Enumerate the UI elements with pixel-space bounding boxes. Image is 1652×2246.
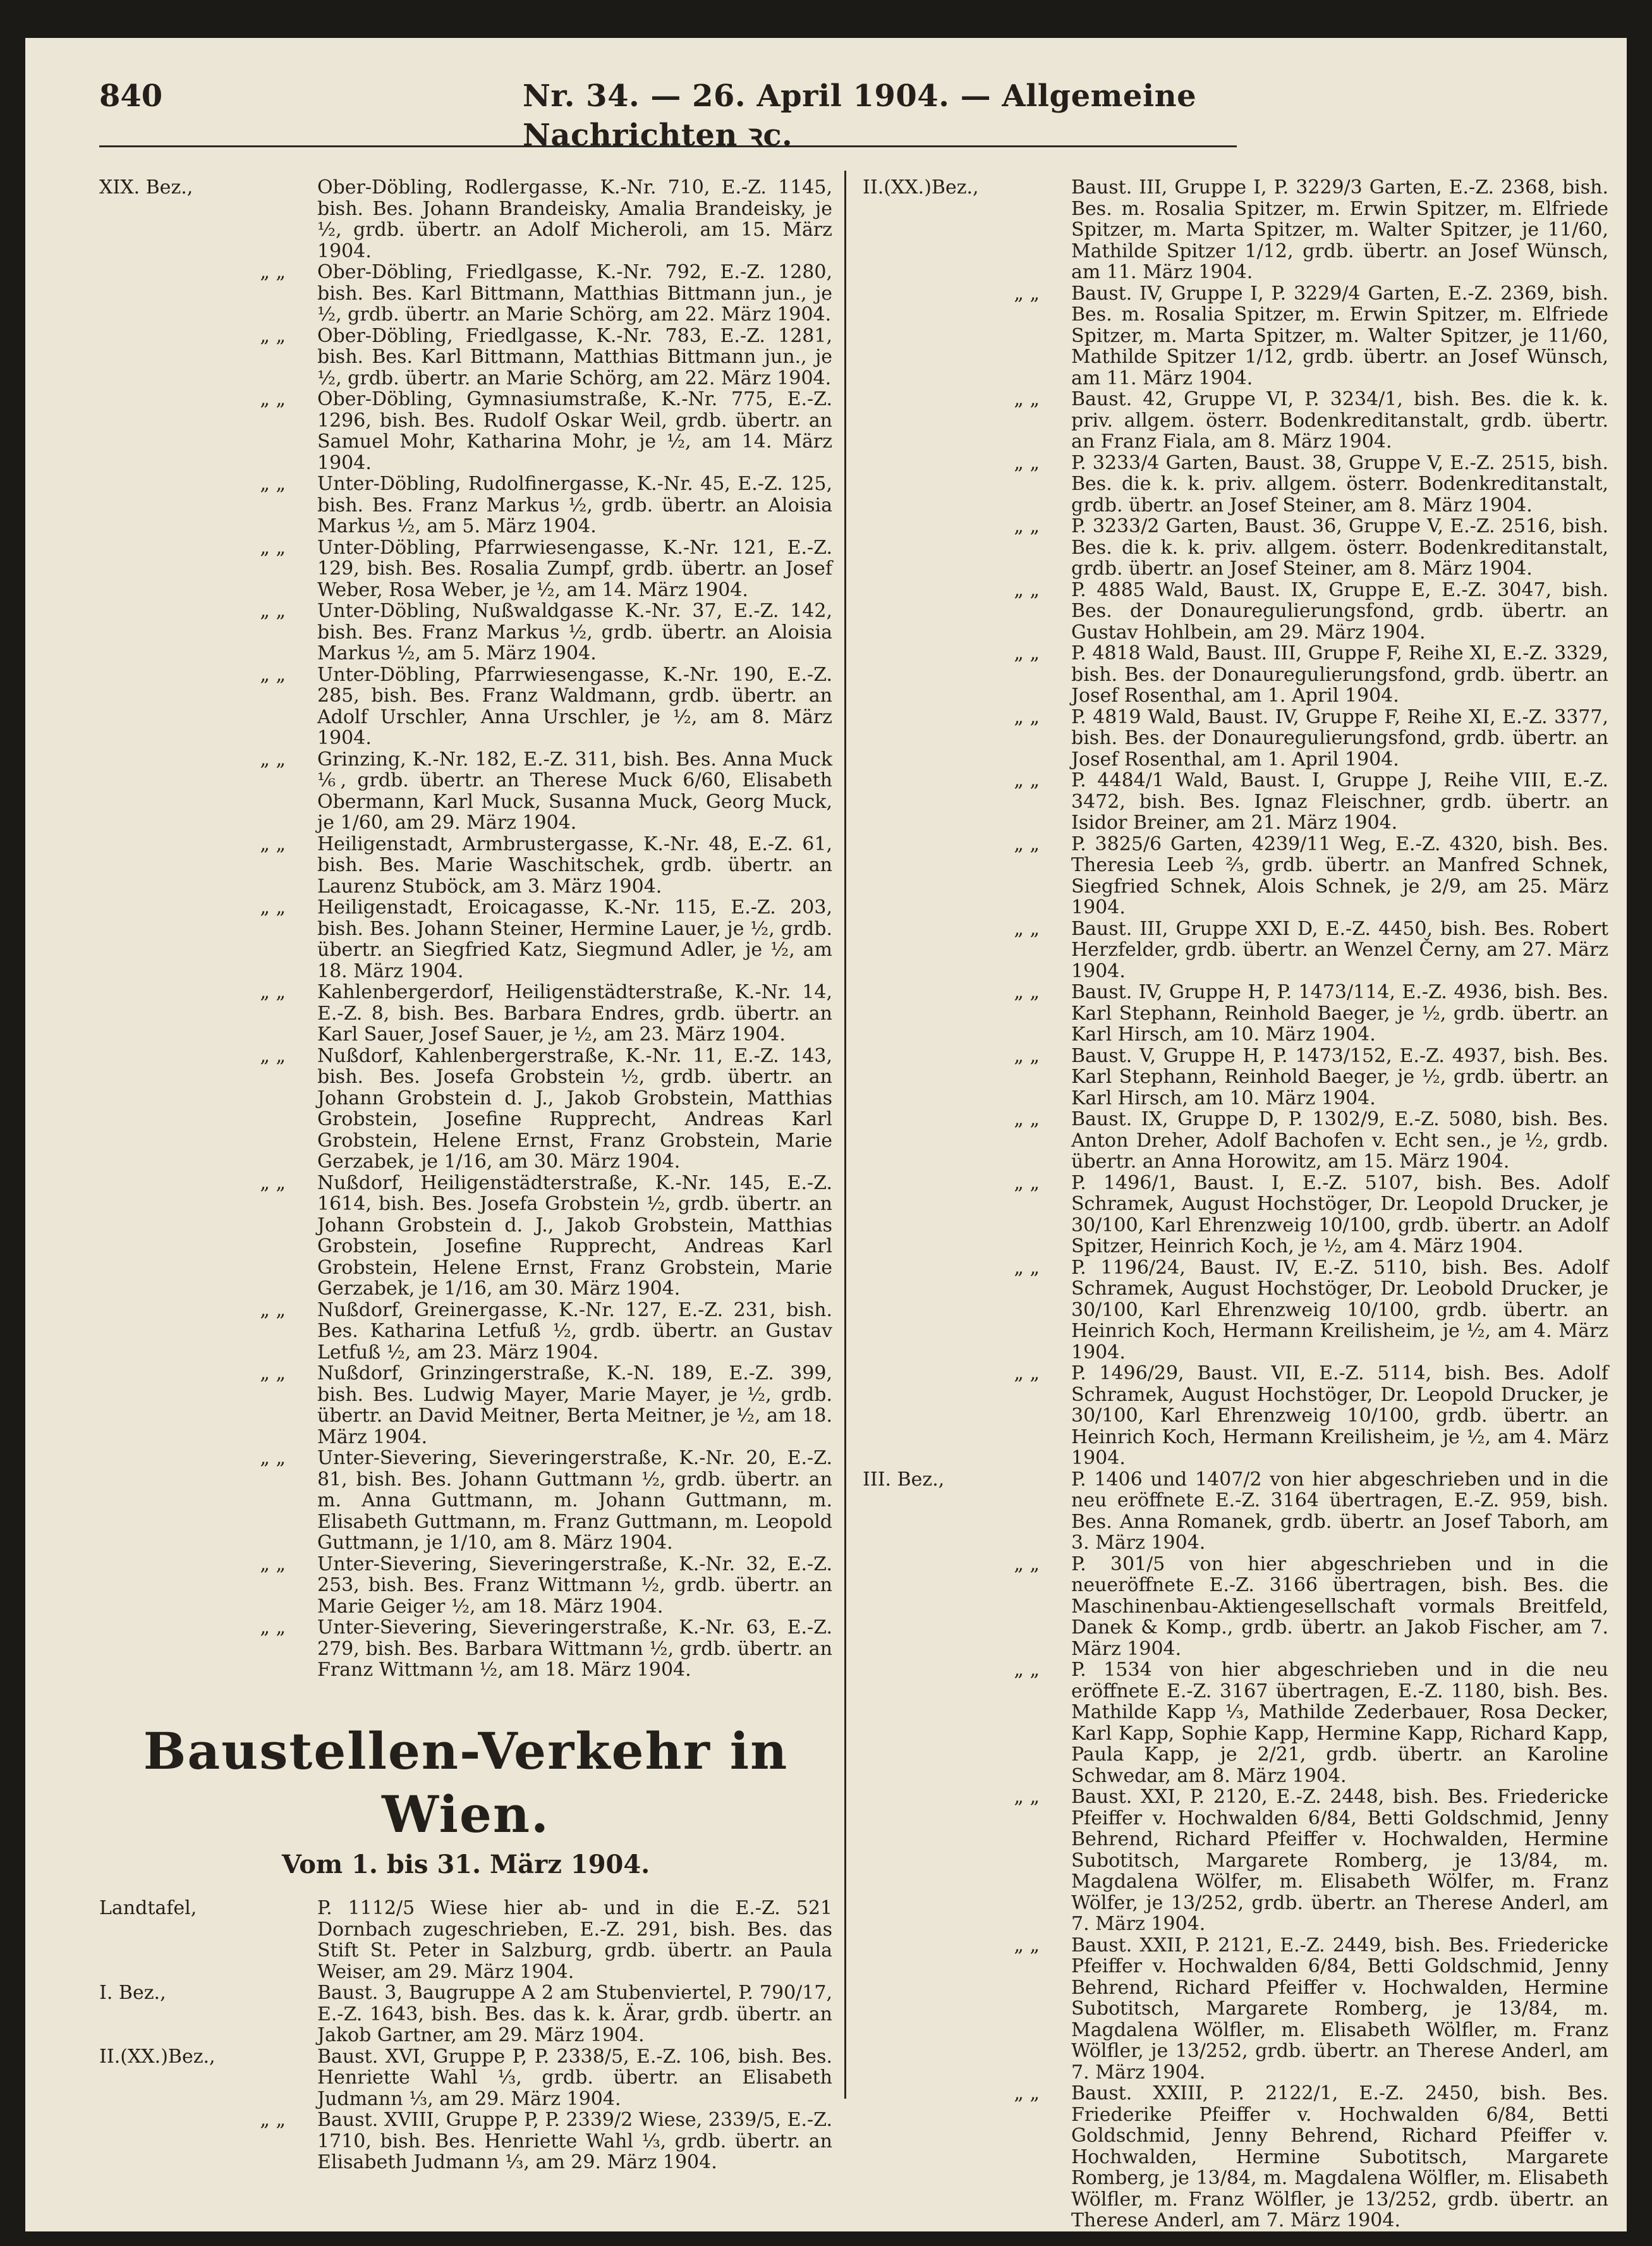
register-entry [863, 283, 1608, 389]
register-entry [863, 982, 1608, 1046]
register-entry [863, 1786, 1608, 1935]
entry-text: Unter-Döbling, Rudolfinergasse, K.-Nr. 45, E.-Z. 125, bish. Bes. Franz Markus ½, grdb. übertr. an Aloisia Markus ½, am 5. März 1904. [317, 473, 832, 537]
district-label: „ „ [1014, 917, 1040, 940]
entry-text: P. 1496/29, Baust. VII, E.-Z. 5114, bish. Bes. Adolf Schramek, August Hochstöger, Dr. Leopold Drucker, je 30/100, Karl Ehrenzweig 10/100, grdb. übertr. an Heinrich Koch, Hermann Kreilisheim, je ½, am 4. März 1904. [1071, 1362, 1608, 1469]
left-column [99, 177, 832, 1681]
entry-text: P. 3233/4 Garten, Baust. 38, Gruppe V, E.-Z. 2515, bish. Bes. die k. k. priv. allgem. österr. Bodenkreditanstalt, grdb. übertr. an Josef Steiner, am 8. März 1904. [1071, 451, 1608, 516]
register-entry [863, 2083, 1608, 2231]
district-label: „ „ [260, 663, 286, 686]
entry-text: P. 4484/1 Wald, Baust. I, Gruppe J, Reihe VIII, E.-Z. 3472, bish. Bes. Ignaz Fleischner, grdb. übertr. an Isidor Breiner, am 21. März 1904. [1071, 769, 1608, 834]
entry-text: Grinzing, K.-Nr. 182, E.-Z. 311, bish. Bes. Anna Muck ⅙, grdb. übertr. an Therese Muck 6/60, Elisabeth Obermann, Karl Muck, Susanna Muck, Georg Muck, je 1/60, am 29. März 1904. [317, 748, 832, 834]
entry-text: P. 3825/6 Garten, 4239/11 Weg, E.-Z. 4320, bish. Bes. Theresia Leeb ⅔, grdb. übertr. an Manfred Schnek, Siegfried Schnek, Alois Schnek, je 2/9, am 25. März 1904. [1071, 833, 1608, 919]
register-entry [99, 177, 832, 262]
header-rule [99, 145, 1237, 147]
entry-text: P. 1534 von hier abgeschrieben und in die neu eröffnete E.-Z. 3167 übertragen, E.-Z. 1180, bish. Bes. Mathilde Kapp ⅓, Mathilde Zederbauer, Rosa Decker, Karl Kapp, Sophie Kapp, Hermine Kapp, Richard Kapp, Paula Kapp, je 2/21, grdb. übertr. an Karoline Schwedar, am 8. März 1904. [1071, 1659, 1608, 1787]
entry-text: Baust. IV, Gruppe H, P. 1473/114, E.-Z. 4936, bish. Bes. Karl Stephann, Reinhold Baeger, je ½, grdb. übertr. an Karl Hirsch, am 10. März 1904. [1071, 981, 1608, 1046]
register-entry [99, 473, 832, 537]
district-label: „ „ [1014, 833, 1040, 855]
register-entry [863, 1935, 1608, 2084]
register-entry [99, 1554, 832, 1618]
district-label: „ „ [1014, 388, 1040, 410]
register-entry [99, 1982, 832, 2046]
register-entry [99, 1363, 832, 1448]
right-column [863, 177, 1608, 2231]
district-label: Landtafel, [99, 1897, 197, 1919]
entry-text: Ober-Döbling, Rodlergasse, K.-Nr. 710, E.-Z. 1145, bish. Bes. Johann Brandeisky, Amalia Brandeisky, je ½, grdb. übertr. an Adolf Micheroli, am 15. März 1904. [317, 176, 832, 262]
entry-text: Nußdorf, Grinzingerstraße, K.-N. 189, E.-Z. 399, bish. Bes. Ludwig Mayer, Marie Mayer, je ½, grdb. übertr. an David Meitner, Berta Meitner, je ½, am 18. März 1904. [317, 1362, 832, 1448]
entry-text: Baust. XXIII, P. 2122/1, E.-Z. 2450, bish. Bes. Friederike Pfeiffer v. Hochwalden 6/84, Betti Goldschmid, Jenny Behrend, Richard Pfeiffer v. Hochwalden, Hermine Subotitsch, Margarete Romberg, je 13/84, m. Magdalena Wölfler, m. Elisabeth Wölfler, m. Franz Wölfler, je 13/252, grdb. übertr. an Therese Anderl, am 7. März 1904. [1071, 2082, 1608, 2231]
column-divider [844, 171, 846, 2099]
entry-text: Unter-Döbling, Nußwaldgasse K.-Nr. 37, E.-Z. 142, bish. Bes. Franz Markus ½, grdb. übertr. an Aloisia Markus ½, am 5. März 1904. [317, 600, 832, 664]
register-entry [863, 580, 1608, 644]
district-label: „ „ [260, 1362, 286, 1384]
district-label: „ „ [260, 833, 286, 855]
entry-text: Kahlenbergerdorf, Heiligenstädterstraße, K.-Nr. 14, E.-Z. 8, bish. Bes. Barbara Endres, grdb. übertr. an Karl Sauer, Josef Sauer, je ½, am 23. März 1904. [317, 981, 832, 1046]
district-label: „ „ [1014, 1044, 1040, 1067]
district-label: „ „ [260, 1171, 286, 1194]
district-label: „ „ [260, 981, 286, 1003]
entry-text: Unter-Sievering, Sieveringerstraße, K.-Nr. 20, E.-Z. 81, bish. Bes. Johann Guttmann ½, grdb. übertr. an m. Anna Guttmann, m. Johann Guttmann, m. Elisabeth Guttmann, m. Franz Guttmann, m. Leopold Guttmann, je 1/10, am 8. März 1904. [317, 1447, 832, 1554]
entry-text: Unter-Döbling, Pfarrwiesengasse, K.-Nr. 190, E.-Z. 285, bish. Bes. Franz Waldmann, grdb. übertr. an Adolf Urschler, Anna Urschler, je ½, am 8. März 1904. [317, 663, 832, 749]
district-label: „ „ [1014, 2082, 1040, 2104]
entry-text: Baust. III, Gruppe I, P. 3229/3 Garten, E.-Z. 2368, bish. Bes. m. Rosalia Spitzer, m. Erwin Spitzer, m. Elfriede Spitzer, m. Marta Spitzer, m. Walter Spitzer, je 11/60, Mathilde Spitzer 1/12, grdb. übertr. an Josef Wünsch, am 11. März 1904. [1071, 176, 1608, 283]
district-label: „ „ [1014, 1659, 1040, 1681]
register-entry [99, 897, 832, 982]
entry-text: Baust. 3, Baugruppe A 2 am Stubenviertel, P. 790/17, E.-Z. 1643, bish. Bes. das k. k. Ärar, grdb. übertr. an Jakob Gartner, am 29. März 1904. [317, 1982, 832, 2046]
entry-text: Ober-Döbling, Friedlgasse, K.-Nr. 783, E.-Z. 1281, bish. Bes. Karl Bittmann, Matthias Bittmann jun., je ½, grdb. übertr. an Marie Schörg, am 22. März 1904. [317, 324, 832, 389]
register-entry [99, 601, 832, 664]
entry-text: Baust. IX, Gruppe D, P. 1302/9, E.-Z. 5080, bish. Bes. Anton Dreher, Adolf Bachofen v. Echt sen., je ½, grdb. übertr. an Anna Horowitz, am 15. März 1904. [1071, 1108, 1608, 1173]
entry-text: Baust. V, Gruppe H, P. 1473/152, E.-Z. 4937, bish. Bes. Karl Stephann, Reinhold Baeger, je ½, grdb. übertr. an Karl Hirsch, am 10. März 1904. [1071, 1044, 1608, 1109]
section-entries [99, 1898, 832, 2173]
district-label: „ „ [260, 261, 286, 283]
register-entry [99, 326, 832, 389]
entry-text: Baust. XVIII, Gruppe P, P. 2339/2 Wiese, 2339/5, E.-Z. 1710, bish. Bes. Henriette Wahl ⅓, grdb. übertr. an Elisabeth Judmann ⅓, am 29. März 1904. [317, 2109, 832, 2173]
register-entry [99, 749, 832, 834]
entry-text: Nußdorf, Greinergasse, K.-Nr. 127, E.-Z. 231, bish. Bes. Katharina Letfuß ½, grdb. übertr. an Gustav Letfuß ½, am 23. März 1904. [317, 1298, 832, 1364]
register-entry [99, 1898, 832, 1982]
district-label: „ „ [260, 1044, 286, 1067]
district-label: „ „ [260, 536, 286, 559]
register-entry [99, 389, 832, 473]
entry-text: Baust. III, Gruppe XXI D, E.-Z. 4450, bish. Bes. Robert Herzfelder, grdb. übertr. an Wenzel Černy, am 27. März 1904. [1071, 917, 1608, 982]
district-label: „ „ [260, 896, 286, 919]
district-label: „ „ [1014, 1108, 1040, 1130]
entry-text: Heiligenstadt, Armbrustergasse, K.-Nr. 48, E.-Z. 61, bish. Bes. Marie Waschitschek, grdb. übertr. an Laurenz Stuböck, am 3. März 1904. [317, 833, 832, 898]
district-label: „ „ [260, 388, 286, 410]
entry-text: Heiligenstadt, Eroicagasse, K.-Nr. 115, E.-Z. 203, bish. Bes. Johann Steiner, Hermine Lauer, je ½, grdb. übertr. an Siegfried Katz, Siegmund Adler, je ½, am 18. März 1904. [317, 896, 832, 982]
register-entry [99, 537, 832, 601]
register-entry [863, 770, 1608, 834]
entry-text: P. 1196/24, Baust. IV, E.-Z. 5110, bish. Bes. Adolf Schramek, August Hochstöger, Dr. Leobold Drucker, je 30/100, Karl Ehrenzweig 10/100, grdb. übertr. an Heinrich Koch, Hermann Kreilisheim, je ½, am 4. März 1904. [1071, 1256, 1608, 1364]
district-label: „ „ [1014, 451, 1040, 474]
district-label: „ „ [1014, 705, 1040, 728]
district-label: „ „ [260, 473, 286, 495]
register-entry [863, 1109, 1608, 1173]
district-label: „ „ [260, 324, 286, 347]
register-entry [863, 177, 1608, 283]
running-title: Nr. 34. — 26. April 1904. — Allgemeine Nachrichten ꝛc. [523, 78, 1197, 153]
entry-text: P. 3233/2 Garten, Baust. 36, Gruppe V, E.-Z. 2516, bish. Bes. die k. k. priv. allgem. österr. Bodenkreditanstalt, grdb. übertr. an Josef Steiner, am 8. März 1904. [1071, 515, 1608, 580]
district-label: III. Bez., [863, 1468, 945, 1491]
entry-text: P. 1112/5 Wiese hier ab- und in die E.-Z. 521 Dornbach zugeschrieben, E.-Z. 291, bish. Bes. das Stift St. Peter in Salzburg, grdb. übertr. an Paula Weiser, am 29. März 1904. [317, 1897, 832, 1983]
entry-text: Ober-Döbling, Gymnasiumstraße, K.-Nr. 775, E.-Z. 1296, bish. Bes. Rudolf Oskar Weil, grdb. übertr. an Samuel Mohr, Katharina Mohr, je ½, am 14. März 1904. [317, 388, 832, 474]
register-entry [99, 1617, 832, 1681]
register-entry [99, 262, 832, 326]
district-label: „ „ [1014, 1171, 1040, 1194]
entry-text: P. 4885 Wald, Baust. IX, Gruppe E, E.-Z. 3047, bish. Bes. der Donauregulierungsfond, grdb. übertr. an Gustav Hohlbein, am 29. März 1904. [1071, 578, 1608, 644]
district-label: „ „ [260, 748, 286, 771]
district-label: „ „ [1014, 515, 1040, 537]
district-label: „ „ [1014, 1553, 1040, 1575]
district-label: „ „ [1014, 1362, 1040, 1384]
register-entry [863, 389, 1608, 453]
district-label: „ „ [260, 1447, 286, 1469]
district-label: „ „ [1014, 282, 1040, 305]
entry-text: Nußdorf, Heiligenstädterstraße, K.-Nr. 145, E.-Z. 1614, bish. Bes. Josefa Grobstein ½, grdb. übertr. an Johann Grobstein d. J., Jakob Grobstein, Matthias Grobstein, Josefine Rupprecht, Andreas Karl Grobstein, Helene Ernst, Franz Grobstein, Marie Gerzabek, je 1/16, am 30. März 1904. [317, 1171, 832, 1300]
district-label: „ „ [1014, 1934, 1040, 1956]
register-entry [99, 1448, 832, 1554]
register-entry [99, 1173, 832, 1300]
entry-text: P. 4819 Wald, Baust. IV, Gruppe F, Reihe XI, E.-Z. 3377, bish. Bes. der Donauregulierungsfond, grdb. übertr. an Josef Rosenthal, am 1. April 1904. [1071, 705, 1608, 771]
register-entry [99, 1300, 832, 1364]
page-header [99, 78, 1237, 153]
district-label: „ „ [1014, 1256, 1040, 1279]
section-subtitle: Vom 1. bis 31. März 1904. [281, 1850, 650, 1879]
register-entry [863, 1046, 1608, 1109]
register-entry [863, 1659, 1608, 1786]
district-label: „ „ [1014, 981, 1040, 1003]
register-entry [99, 982, 832, 1046]
register-entry [99, 1046, 832, 1173]
district-label: „ „ [1014, 1786, 1040, 1808]
district-label: „ „ [260, 1553, 286, 1575]
entry-text: Baust. XXI, P. 2120, E.-Z. 2448, bish. Bes. Friedericke Pfeiffer v. Hochwalden 6/84, Betti Goldschmid, Jenny Behrend, Richard Pfeiffer v. Hochwalden, Hermine Subotitsch, Margarete Romberg, je 13/84, m. Magdalena Wölfer, m. Elisabeth Wölfer, m. Franz Wölfer, je 13/252, grdb. übertr. an Therese Anderl, am 7. März 1904. [1071, 1786, 1608, 1935]
district-label: XIX. Bez., [99, 176, 193, 198]
entry-text: P. 1496/1, Baust. I, E.-Z. 5107, bish. Bes. Adolf Schramek, August Hochstöger, Dr. Leopold Drucker, je 30/100, Karl Ehrenzweig 10/100, grdb. übertr. an Adolf Spitzer, Heinrich Koch, je ½, am 4. März 1904. [1071, 1171, 1608, 1257]
register-entry [863, 1257, 1608, 1364]
entry-text: Nußdorf, Kahlenbergerstraße, K.-Nr. 11, E.-Z. 143, bish. Bes. Josefa Grobstein ½, grdb. übertr. an Johann Grobstein d. J., Jakob Grobstein, Matthias Grobstein, Josefine Rupprecht, Andreas Karl Grobstein, Helene Ernst, Franz Grobstein, Marie Gerzabek, je 1/16, am 30. März 1904. [317, 1044, 832, 1173]
entry-text: Baust. XVI, Gruppe P, P. 2338/5, E.-Z. 106, bish. Bes. Henriette Wahl ⅓, grdb. übertr. an Elisabeth Judmann ⅓, am 29. März 1904. [317, 2045, 832, 2110]
entry-text: Unter-Sievering, Sieveringerstraße, K.-Nr. 32, E.-Z. 253, bish. Bes. Franz Wittmann ½, grdb. übertr. an Marie Geiger ½, am 18. März 1904. [317, 1553, 832, 1618]
page-number: 840 [99, 78, 163, 114]
district-label: „ „ [1014, 769, 1040, 791]
entry-text: Unter-Döbling, Pfarrwiesengasse, K.-Nr. 121, E.-Z. 129, bish. Bes. Rosalia Zumpf, grdb. übertr. an Josef Weber, Rosa Weber, je ½, am 14. März 1904. [317, 536, 832, 601]
entry-text: P. 301/5 von hier abgeschrieben und in die neueröffnete E.-Z. 3166 übertragen, bish. Bes. die Maschinenbau-Aktiengesellschaft vormals Breitfeld, Danek & Komp., grdb. übertr. an Jakob Fischer, am 7. März 1904. [1071, 1553, 1608, 1660]
baustellen-section [99, 1719, 832, 2173]
entry-text: P. 1406 und 1407/2 von hier abgeschrieben und in die neu eröffnete E.-Z. 3164 übertragen, E.-Z. 959, bish. Bes. Anna Romanek, grdb. übertr. an Josef Taborh, am 3. März 1904. [1071, 1468, 1608, 1554]
register-entry [863, 707, 1608, 771]
register-entry [863, 516, 1608, 580]
district-label: I. Bez., [99, 1982, 166, 2004]
district-label: „ „ [1014, 642, 1040, 664]
entry-text: Baust. 42, Gruppe VI, P. 3234/1, bish. Bes. die k. k. priv. allgem. österr. Bodenkreditanstalt, grdb. übertr. an Franz Fiala, am 8. März 1904. [1071, 388, 1608, 453]
register-entry [863, 1363, 1608, 1469]
entry-text: P. 4818 Wald, Baust. III, Gruppe F, Reihe XI, E.-Z. 3329, bish. Bes. der Donauregulierungsfond, grdb. übertr. an Josef Rosenthal, am 1. April 1904. [1071, 642, 1608, 707]
district-label: „ „ [260, 2109, 286, 2131]
register-entry [99, 2046, 832, 2110]
register-entry [863, 1173, 1608, 1257]
entry-text: Baust. XXII, P. 2121, E.-Z. 2449, bish. Bes. Friedericke Pfeiffer v. Hochwalden 6/84, Betti Goldschmid, Jenny Behrend, Richard Pfeiffer v. Hochwalden, Hermine Subotitsch, Margarete Romberg, je 13/84, m. Magdalena Wölfler, m. Elisabeth Wölfler, m. Franz Wölfler, je 13/252, grdb. übertr. an Therese Anderl, am 7. März 1904. [1071, 1934, 1608, 2084]
district-label: II.(XX.)Bez., [863, 176, 979, 198]
district-label: „ „ [1014, 578, 1040, 601]
register-entry [863, 919, 1608, 982]
register-entry [99, 664, 832, 749]
entry-text: Unter-Sievering, Sieveringerstraße, K.-Nr. 63, E.-Z. 279, bish. Bes. Barbara Wittmann ½, grdb. übertr. an Franz Wittmann ½, am 18. März 1904. [317, 1616, 832, 1681]
entry-text: Baust. IV, Gruppe I, P. 3229/4 Garten, E.-Z. 2369, bish. Bes. m. Rosalia Spitzer, m. Erwin Spitzer, m. Elfriede Spitzer, m. Marta Spitzer, m. Walter Spitzer, je 11/60, Mathilde Spitzer 1/12, grdb. übertr. an Josef Wünsch, am 11. März 1904. [1071, 282, 1608, 389]
district-label: „ „ [260, 1616, 286, 1639]
entry-text: Ober-Döbling, Friedlgasse, K.-Nr. 792, E.-Z. 1280, bish. Bes. Karl Bittmann, Matthias Bittmann jun., je ½, grdb. übertr. an Marie Schörg, am 22. März 1904. [317, 261, 832, 326]
section-title: Baustellen-Verkehr in Wien. [143, 1721, 789, 1844]
district-label: „ „ [260, 600, 286, 622]
register-entry [863, 834, 1608, 919]
register-entry [99, 834, 832, 898]
district-label: „ „ [260, 1298, 286, 1321]
register-entry [99, 2109, 832, 2173]
register-entry [863, 1554, 1608, 1660]
register-entry [863, 1469, 1608, 1554]
district-label: II.(XX.)Bez., [99, 2045, 216, 2068]
register-entry [863, 643, 1608, 707]
register-entry [863, 453, 1608, 516]
